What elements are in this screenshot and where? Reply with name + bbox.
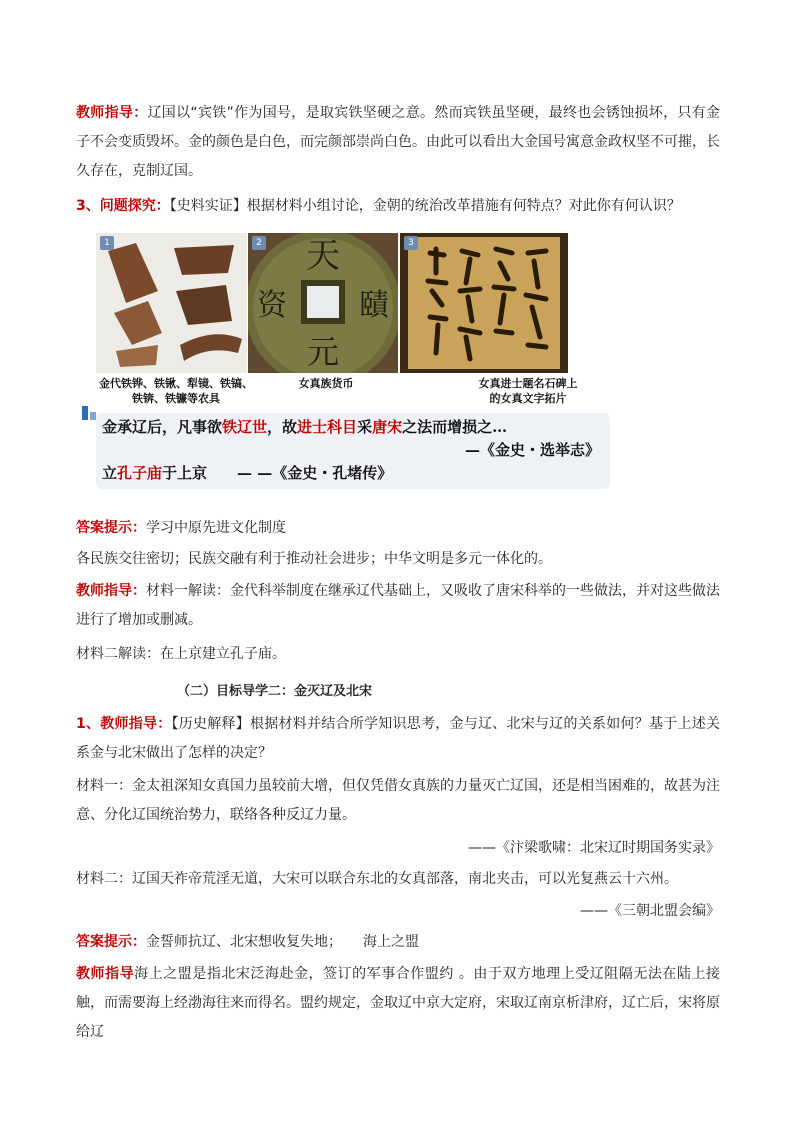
paragraph-text: 【历史解释】根据材料并结合所学知识思考，金与辽、北宋与辽的关系如何？基于上述关系金与北宋做出了怎样的决定？ [76, 716, 720, 761]
material-one: 材料一：金太祖深知女真国力虽较前大增，但仅凭借女真族的力量灭亡辽国，还是相当困难的，故甚为注意、分化辽国统治势力，联络各种反辽力量。 [76, 778, 720, 823]
material-two-reading: 材料二解读：在上京建立孔子庙。 [76, 646, 286, 662]
caption-line: 铁锛、铁镰等农具 [132, 392, 220, 405]
teacher-guide-label: 1、教师指导： [76, 716, 172, 732]
inquiry-question [76, 192, 720, 221]
coin-char-left: 资 [257, 288, 287, 323]
answer-hint-1 [76, 514, 720, 543]
caption-line: 女真族货币 [298, 377, 354, 390]
coin-char-bottom: 元 [306, 333, 340, 371]
highlight-term: 进士科目 [297, 418, 358, 436]
farm-tools-illustration [96, 233, 247, 373]
answer-hint-2 [76, 928, 720, 957]
source-figure [96, 233, 616, 493]
answer-label: 答案提示： [76, 934, 146, 950]
caption-line: 的女真文字拓片 [489, 392, 567, 405]
coin-illustration [248, 233, 398, 373]
teacher-guide-paragraph-1 [76, 99, 720, 186]
quote-marker-icon [90, 412, 96, 420]
coin-char-top: 天 [306, 236, 340, 276]
highlight-term: 唐宋 [372, 418, 403, 436]
quote-source-1: —《金史・选举志》 [464, 441, 600, 459]
answer-label: 答案提示： [76, 520, 146, 536]
inquiry-label: 3、问题探究： [76, 198, 170, 214]
caption-farm-tools [96, 376, 256, 406]
caption-stele [448, 376, 608, 406]
caption-line: 金代铁铧、铁锹、犁镜、铁镐、 [99, 377, 253, 390]
image-number-badge: 1 [100, 236, 114, 250]
teacher-guide-label: 教师指导： [76, 583, 146, 599]
material-two-source: ——《三朝北盟会编》 [580, 903, 720, 919]
highlight-term: 铁辽世 [222, 418, 268, 436]
quote-marker-icon [82, 406, 88, 420]
quote-line-1: 金承辽后，凡事欲铁辽世，故进士科目采唐宋之法而增损之… [102, 418, 508, 436]
teacher-guide-paragraph-4 [76, 960, 720, 1047]
paragraph-text: 金誓师抗辽、北宋想收复失地； 海上之盟 [146, 934, 419, 950]
teacher-guide-paragraph-2 [76, 577, 720, 635]
stele-rubbing-illustration [400, 233, 568, 373]
caption-coin [271, 376, 381, 391]
teacher-guide-label: 教师指导： [76, 105, 148, 121]
teacher-guide-paragraph-3 [76, 710, 720, 768]
paragraph-text: 材料一解读：金代科举制度在继承辽代基础上，又吸收了唐宋科举的一些做法，并对这些做法进行了增加或删减。 [76, 583, 720, 628]
highlight-term: 孔子庙 [117, 464, 163, 482]
section-heading: （二）目标导学二：金灭辽及北宋 [177, 684, 373, 699]
image-number-badge: 2 [252, 236, 266, 250]
paragraph-text: 学习中原先进文化制度 [146, 520, 286, 536]
image-number-badge: 3 [404, 236, 418, 250]
stele-rubbing-image [400, 233, 568, 373]
quote-line-2: 立孔子庙于上京 — —《金史・孔堵传》 [102, 464, 393, 482]
material-one-source: ——《汴梁歌啸：北宋辽时期国务实录》 [468, 840, 720, 856]
jurchen-coin-image [248, 233, 398, 373]
quote-source-2: — —《金史・孔堵传》 [237, 464, 393, 482]
paragraph-text: 辽国以“宾铁”作为国号，是取宾铁坚硬之意。然而宾铁虽坚硬，最终也会锈蚀损坏，只有金子不会变质毁坏。金的颜色是白色，而完颜部崇尚白色。由此可以看出大金国号寓意金政权坚不可摧，长久存在，克制辽国。 [76, 105, 720, 179]
paragraph-text: 海上之盟是指北宋泛海赴金，签订的军事合作盟约 。由于双方地理上受辽阻隔无法在陆上接触，而需要海上经渤海往来而得名。盟约规定，金取辽中京大定府，宋取辽南京析津府，辽亡后，宋将原给辽 [76, 966, 720, 1040]
coin-char-right: 賾 [359, 288, 389, 323]
farm-tools-image [96, 233, 247, 373]
material-two: 材料二：辽国天祚帝荒淫无道，大宋可以联合东北的女真部落，南北夹击，可以光复燕云十六州。 [76, 871, 678, 887]
teacher-guide-label: 教师指导 [76, 966, 135, 982]
historical-quote-box [96, 413, 610, 489]
answer-line: 各民族交往密切；民族交融有利于推动社会进步；中华文明是多元一体化的。 [76, 551, 552, 567]
caption-line: 女真进士题名石碑上 [478, 377, 578, 390]
paragraph-text: 【史料实证】根据材料小组讨论，金朝的统治改革措施有何特点？对此你有何认识？ [169, 198, 681, 214]
